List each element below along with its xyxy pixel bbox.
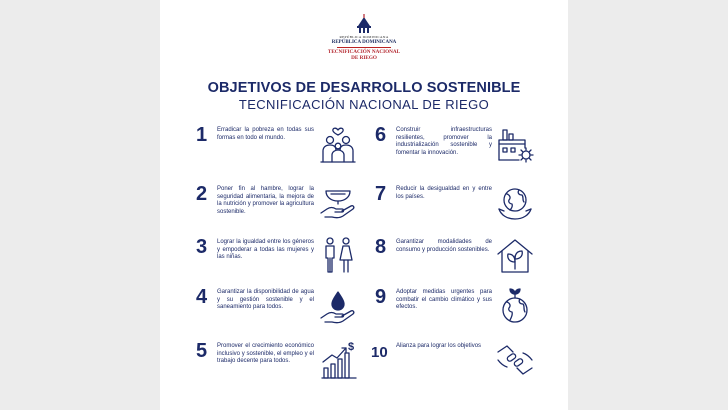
goal-item-3 (196, 236, 372, 286)
page-title: OBJETIVOS DE DESARROLLO SOSTENIBLE (207, 80, 521, 96)
logo-org-line1: TECNIFICACIÓN NACIONAL (327, 49, 401, 55)
house-leaf-icon (495, 236, 535, 276)
goal-number: 6 (375, 124, 387, 146)
goal-text: Construir infraestructuras resilientes, promover la industrialización sostenible y fomentar la innovación. (396, 127, 492, 156)
goal-item-1 (196, 124, 372, 174)
goal-item-7 (375, 183, 551, 233)
man-woman-icon (318, 236, 358, 276)
goal-text: Alianza para lograr los objetivos (396, 343, 482, 349)
goal-number: 8 (375, 236, 387, 258)
goal-text: Adoptar medidas urgentes para combatir el cambio climático y sus efectos. (396, 289, 492, 311)
infographic-card (160, 0, 568, 410)
goal-item-9 (375, 286, 551, 336)
logo-divider (337, 47, 391, 48)
water-drop-hand-icon (318, 286, 358, 326)
logo-org-line2: DE RIEGO (351, 55, 377, 61)
institution-logo (160, 14, 568, 61)
goal-number: 4 (196, 286, 208, 308)
goal-item-2 (196, 183, 372, 233)
goal-item-6 (375, 124, 551, 174)
goal-item-8 (375, 236, 551, 286)
goal-text: Reducir la desigualdad en y entre los países. (396, 186, 492, 200)
goal-text: Promover el crecimiento económico inclusivo y sostenible, el empleo y el trabajo decente para todos. (217, 343, 314, 365)
goal-number: 9 (375, 286, 387, 308)
svg-text:$: $ (348, 341, 355, 353)
factory-gear-icon (495, 124, 535, 164)
logo-country: REPÚBLICA DOMINICANA (331, 40, 397, 45)
goal-number: 10 (371, 344, 388, 361)
goal-number: 3 (196, 236, 208, 258)
goal-item-5 (196, 340, 372, 390)
goal-number: 2 (196, 183, 208, 205)
goal-number: 1 (196, 124, 208, 146)
globe-hands-icon (495, 183, 535, 223)
goal-number: 5 (196, 340, 208, 362)
globe-sprout-icon (495, 286, 535, 326)
goal-text: Lograr la igualdad entre los géneros y empoderar a todas las mujeres y las niñas. (217, 239, 314, 261)
family-icon (318, 124, 358, 164)
food-bowl-hand-icon (318, 183, 358, 223)
goal-text: Garantizar la disponibilidad de agua y su gestión sostenible y el saneamiento para todos. (217, 289, 314, 311)
goal-text: Erradicar la pobreza en todas sus formas en todo el mundo. (217, 127, 314, 141)
page-subtitle: TECNIFICACIÓN NACIONAL DE RIEGO (238, 97, 490, 112)
goal-item-4 (196, 286, 372, 336)
goal-item-10 (371, 340, 547, 390)
goal-text: Poner fin al hambre, lograr la seguridad alimentaria, la mejora de la nutrición y promover la agricultura sostenible. (217, 186, 314, 215)
coat-of-arms-icon (353, 14, 375, 34)
logo-superscript: REPÚBLICA DOMINICANA (339, 35, 389, 39)
goal-text: Garantizar modalidades de consumo y producción sostenibles. (396, 239, 492, 253)
growth-chart-dollar-icon (318, 340, 358, 380)
goal-number: 7 (375, 183, 387, 205)
handshake-chain-icon (495, 340, 535, 380)
